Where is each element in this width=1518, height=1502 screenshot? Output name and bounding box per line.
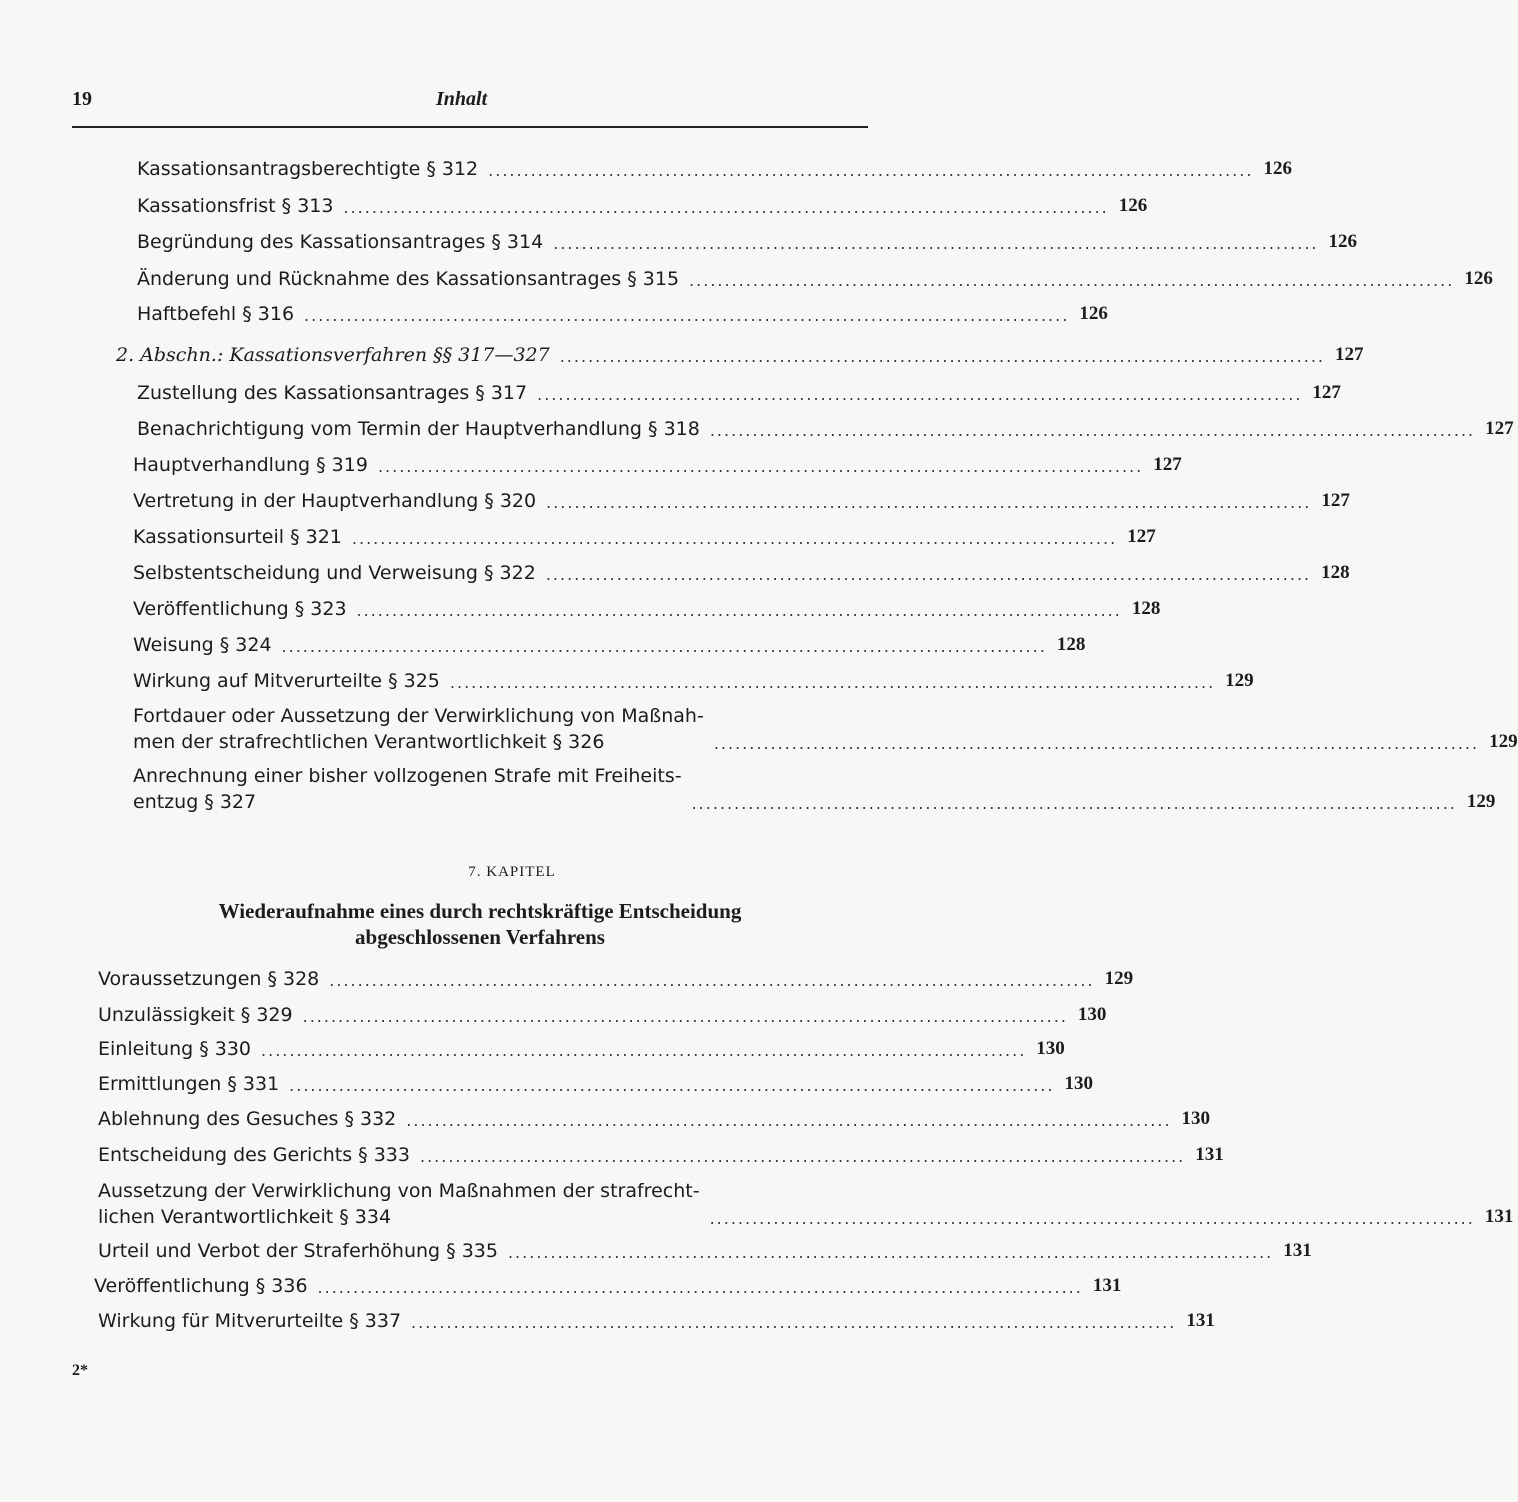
- entry-title: Vertretung in der Hauptverhandlung § 320: [133, 490, 537, 512]
- entry-title: Zustellung des Kassationsantrages § 317: [137, 382, 528, 404]
- toc-entry: [133, 524, 1156, 550]
- leader-dots: ............................................................................................................: [449, 673, 1216, 692]
- entry-page: 126: [1464, 268, 1493, 289]
- leader-dots: ............................................................................................................: [343, 198, 1109, 217]
- entry-page: 127: [1321, 490, 1350, 511]
- leader-dots: ............................................................................................................: [537, 385, 1303, 404]
- leader-dots: ............................................................................................................: [406, 1111, 1172, 1130]
- toc-entry: [133, 488, 1350, 514]
- leader-dots: ............................................................................................................: [377, 457, 1144, 476]
- toc-entry: [137, 301, 1108, 327]
- leader-dots: ............................................................................................................: [559, 347, 1325, 366]
- toc-entry: [137, 380, 1341, 406]
- leader-dots: ............................................................................................................: [507, 1243, 1274, 1262]
- entry-page: 126: [1263, 158, 1292, 179]
- signature-mark: 2*: [72, 1362, 88, 1379]
- toc-entry: [133, 632, 1086, 658]
- entry-page: 127: [1153, 454, 1182, 475]
- entry-title: Weisung § 324: [133, 634, 272, 656]
- entry-title-line: entzug § 327: [133, 791, 257, 813]
- leader-dots: ............................................................................................................: [411, 1313, 1177, 1332]
- entry-page: 127: [1485, 418, 1514, 439]
- section-heading: [116, 342, 1364, 368]
- leader-dots: ............................................................................................................: [419, 1147, 1186, 1166]
- entry-page: 131: [1092, 1275, 1122, 1296]
- entry-title-block: [98, 1178, 700, 1230]
- leader-dots: ............................................................................................................: [317, 1278, 1083, 1297]
- entry-title: Ermittlungen § 331: [98, 1073, 280, 1095]
- leader-dots: ............................................................................................................: [356, 601, 1122, 620]
- entry-title-block: [133, 763, 682, 815]
- leader-dots: ............................................................................................................: [709, 421, 1476, 440]
- entry-title: Änderung und Rücknahme des Kassationsantrages § 315: [137, 268, 680, 290]
- toc-entry: [98, 1071, 1093, 1097]
- entry-title-line: men der strafrechtlichen Verantwortlichkeit § 326: [133, 731, 605, 753]
- toc-entry: [133, 703, 1518, 755]
- toc-entry: [137, 156, 1292, 182]
- leader-dots: ............................................................................................................: [689, 271, 1455, 290]
- toc-entry: [94, 1273, 1122, 1299]
- entry-title: Begründung des Kassationsantrages § 314: [137, 231, 544, 253]
- leader-dots: ............................................................................................................: [488, 161, 1254, 180]
- toc-entry: [98, 966, 1134, 992]
- entry-title: Haftbefehl § 316: [137, 303, 295, 325]
- leader-dots: ............................................................................................................: [553, 234, 1319, 253]
- entry-page: 131: [1195, 1144, 1224, 1165]
- entry-page: 130: [1181, 1108, 1211, 1129]
- entry-title-line: Anrechnung einer bisher vollzogenen Strafe mit Freiheits-: [133, 765, 682, 787]
- header-rule: [72, 126, 868, 128]
- toc-entry: [133, 452, 1182, 478]
- toc-entry: [133, 596, 1161, 622]
- entry-page: 129: [1466, 791, 1496, 812]
- entry-title: Veröffentlichung § 336: [94, 1275, 308, 1297]
- leader-dots: ............................................................................................................: [281, 637, 1047, 656]
- entry-title: Kassationsfrist § 313: [137, 195, 334, 217]
- toc-entry: [133, 560, 1350, 586]
- entry-title: Ablehnung des Gesuches § 332: [98, 1108, 397, 1130]
- toc-entry: [137, 266, 1493, 292]
- entry-title-block: [133, 703, 704, 755]
- toc-entry: [137, 416, 1514, 442]
- entry-title-line: Aussetzung der Verwirklichung von Maßnahmen der strafrecht-: [98, 1180, 700, 1202]
- leader-dots: ............................................................................................................: [351, 529, 1118, 548]
- leader-dots: ............................................................................................................: [289, 1076, 1055, 1095]
- entry-title: Veröffentlichung § 323: [133, 598, 347, 620]
- chapter-title: [130, 898, 830, 950]
- entry-title: Selbstentscheidung und Verweisung § 322: [133, 562, 536, 584]
- entry-page: 129: [1104, 968, 1134, 989]
- entry-title: Kassationsantragsberechtigte § 312: [137, 158, 479, 180]
- toc-entry: [137, 229, 1357, 255]
- entry-page: 127: [1312, 382, 1341, 403]
- toc-entry: [133, 763, 1496, 815]
- entry-title: Einleitung § 330: [98, 1038, 252, 1060]
- leader-dots: ............................................................................................................: [709, 1209, 1475, 1228]
- toc-entry: [98, 1142, 1224, 1168]
- entry-title: Urteil und Verbot der Straferhöhung § 335: [98, 1240, 498, 1262]
- page-number: 19: [72, 88, 92, 110]
- leader-dots: ............................................................................................................: [546, 493, 1312, 512]
- entry-title: Wirkung auf Mitverurteilte § 325: [133, 670, 440, 692]
- entry-title: Unzulässigkeit § 329: [98, 1004, 293, 1026]
- entry-page: 131: [1484, 1206, 1514, 1227]
- entry-page: 130: [1036, 1038, 1065, 1059]
- toc-entry: [98, 1002, 1107, 1028]
- entry-title: Entscheidung des Gerichts § 333: [98, 1144, 410, 1166]
- entry-title: Wirkung für Mitverurteilte § 337: [98, 1310, 402, 1332]
- entry-page: 131: [1283, 1240, 1312, 1261]
- entry-page: 127: [1335, 344, 1364, 365]
- toc-entry: [133, 668, 1254, 694]
- entry-title-line: lichen Verantwortlichkeit § 334: [98, 1206, 392, 1228]
- toc-entry: [98, 1308, 1215, 1334]
- entry-page: 126: [1079, 303, 1108, 324]
- entry-page: 131: [1186, 1310, 1215, 1331]
- toc-entry: [137, 193, 1148, 219]
- leader-dots: ............................................................................................................: [545, 565, 1312, 584]
- chapter-title-line: abgeschlossenen Verfahrens: [355, 925, 605, 949]
- entry-title: Kassationsurteil § 321: [133, 526, 342, 548]
- toc-entry: [98, 1036, 1065, 1062]
- entry-page: 129: [1225, 670, 1254, 691]
- entry-page: 128: [1056, 634, 1086, 655]
- entry-page: 128: [1131, 598, 1161, 619]
- toc-entry: [98, 1106, 1211, 1132]
- entry-title: Benachrichtigung vom Termin der Hauptverhandlung § 318: [137, 418, 700, 440]
- section-title: 2. Abschn.: Kassationsverfahren §§ 317—327: [116, 344, 550, 366]
- entry-page: 130: [1077, 1004, 1107, 1025]
- chapter-title-line: Wiederaufnahme eines durch rechtskräftige Entscheidung: [218, 899, 742, 923]
- entry-title: Voraussetzungen § 328: [98, 968, 320, 990]
- leader-dots: ............................................................................................................: [302, 1007, 1068, 1026]
- running-head: Inhalt: [436, 88, 488, 110]
- leader-dots: ............................................................................................................: [691, 794, 1457, 813]
- entry-page: 129: [1489, 731, 1518, 752]
- leader-dots: ............................................................................................................: [304, 306, 1070, 325]
- entry-page: 130: [1064, 1073, 1093, 1094]
- entry-page: 128: [1321, 562, 1350, 583]
- leader-dots: ............................................................................................................: [329, 971, 1095, 990]
- leader-dots: ............................................................................................................: [261, 1041, 1027, 1060]
- entry-page: 126: [1118, 195, 1148, 216]
- toc-entry: [98, 1238, 1312, 1264]
- leader-dots: ............................................................................................................: [713, 734, 1480, 753]
- entry-title: Hauptverhandlung § 319: [133, 454, 368, 476]
- entry-page: 127: [1127, 526, 1156, 547]
- entry-title-line: Fortdauer oder Aussetzung der Verwirklichung von Maßnah-: [133, 705, 704, 727]
- toc-entry: [98, 1178, 1514, 1230]
- chapter-label: 7. KAPITEL: [468, 864, 556, 880]
- entry-page: 126: [1328, 231, 1357, 252]
